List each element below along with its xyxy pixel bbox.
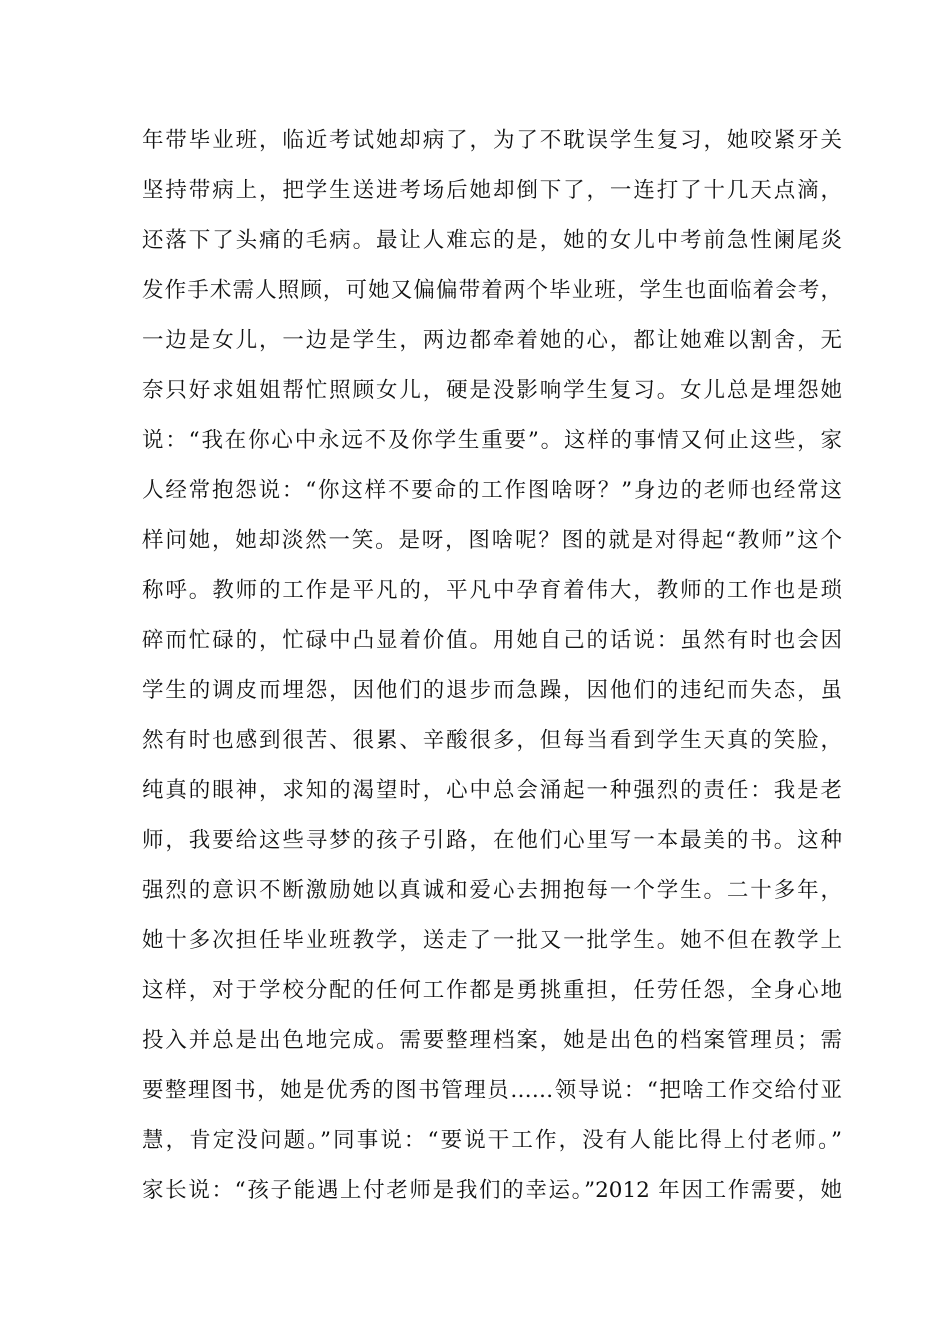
text-line: 还落下了头痛的毛病。最让人难忘的是，她的女儿中考前急性阑尾炎 bbox=[142, 228, 842, 253]
text-line: 投入并总是出色地完成。需要整理档案，她是出色的档案管理员；需 bbox=[142, 1028, 842, 1053]
text-line: 碎而忙碌的，忙碌中凸显着价值。用她自己的话说：虽然有时也会因 bbox=[142, 628, 842, 653]
text-line: 然有时也感到很苦、很累、辛酸很多，但每当看到学生天真的笑脸， bbox=[142, 728, 842, 753]
text-line: 慧，肯定没问题。”同事说：“要说干工作，没有人能比得上付老师。” bbox=[142, 1128, 842, 1153]
text-line: 这样，对于学校分配的任何工作都是勇挑重担，任劳任怨，全身心地 bbox=[142, 978, 842, 1003]
text-line: 样问她，她却淡然一笑。是呀，图啥呢？图的就是对得起“教师”这个 bbox=[142, 528, 842, 553]
text-line: 年带毕业班，临近考试她却病了，为了不耽误学生复习，她咬紧牙关 bbox=[142, 128, 842, 153]
text-line: 强烈的意识不断激励她以真诚和爱心去拥抱每一个学生。二十多年， bbox=[142, 878, 842, 903]
text-line: 人经常抱怨说：“你这样不要命的工作图啥呀？”身边的老师也经常这 bbox=[142, 478, 842, 503]
text-line: 师，我要给这些寻梦的孩子引路，在他们心里写一本最美的书。这种 bbox=[142, 828, 842, 853]
text-line: 发作手术需人照顾，可她又偏偏带着两个毕业班，学生也面临着会考， bbox=[142, 278, 842, 303]
text-line: 纯真的眼神，求知的渴望时，心中总会涌起一种强烈的责任：我是老 bbox=[142, 778, 842, 803]
text-line: 她十多次担任毕业班教学，送走了一批又一批学生。她不但在教学上 bbox=[142, 928, 842, 953]
text-line: 说：“我在你心中永远不及你学生重要”。这样的事情又何止这些，家 bbox=[142, 428, 842, 453]
text-line: 称呼。教师的工作是平凡的，平凡中孕育着伟大，教师的工作也是琐 bbox=[142, 578, 842, 603]
text-line: 学生的调皮而埋怨，因他们的退步而急躁，因他们的违纪而失态，虽 bbox=[142, 678, 842, 703]
body-text bbox=[142, 116, 842, 1216]
text-line: 一边是女儿，一边是学生，两边都牵着她的心，都让她难以割舍，无 bbox=[142, 328, 842, 353]
text-line: 家长说：“孩子能遇上付老师是我们的幸运。”2012 年因工作需要，她 bbox=[142, 1178, 842, 1203]
text-line: 奈只好求姐姐帮忙照顾女儿，硬是没影响学生复习。女儿总是埋怨她 bbox=[142, 378, 842, 403]
text-line: 要整理图书，她是优秀的图书管理员……领导说：“把啥工作交给付亚 bbox=[142, 1078, 842, 1103]
text-line: 坚持带病上，把学生送进考场后她却倒下了，一连打了十几天点滴， bbox=[142, 178, 842, 203]
